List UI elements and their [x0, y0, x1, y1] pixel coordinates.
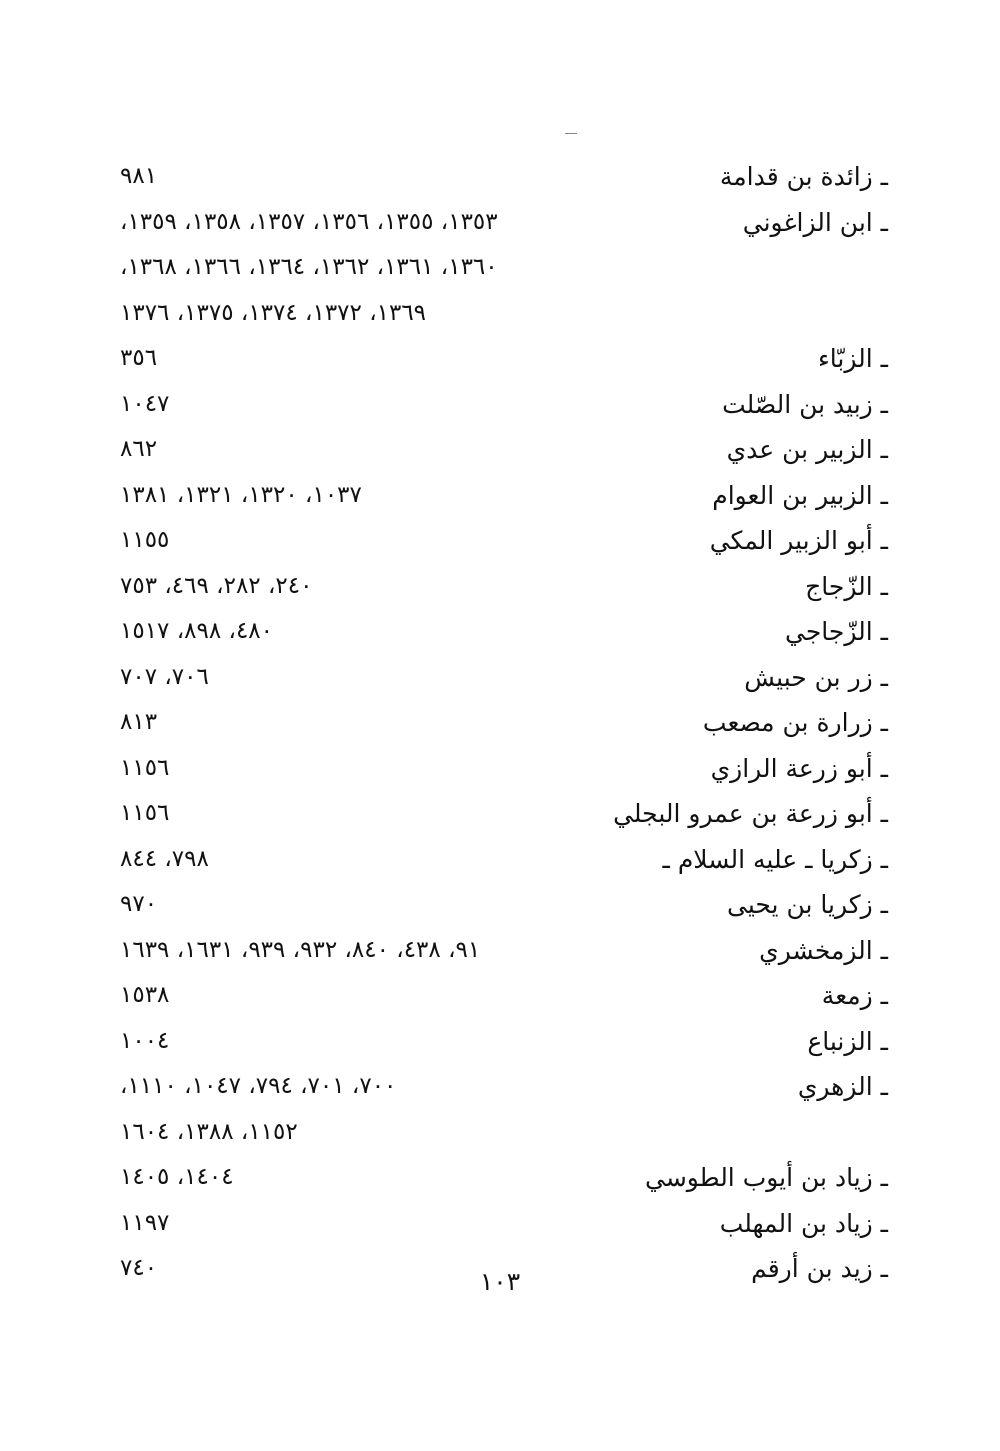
index-entry-row	[0, 200, 1000, 246]
index-entry-row	[0, 609, 1000, 655]
entry-name: ـ الزبير بن عدي	[726, 435, 888, 464]
index-entry-row	[0, 245, 1000, 291]
entry-name: ـ زائدة بن قدامة	[719, 162, 888, 191]
index-entry-row	[0, 336, 1000, 382]
index-entry-row	[0, 1019, 1000, 1065]
index-entry-row	[0, 655, 1000, 701]
entry-page-refs: ٧٩٨، ٨٤٤	[120, 845, 209, 872]
index-entry-row	[0, 837, 1000, 883]
entry-page-refs: ٩٧٠	[120, 891, 158, 917]
entry-page-refs: ١٠٣٧، ١٣٢٠، ١٣٢١، ١٣٨١	[120, 481, 362, 508]
index-entry-row	[0, 1201, 1000, 1247]
entry-page-refs: ٧٠٠، ٧٠١، ٧٩٤، ١٠٤٧، ١١١٠،	[120, 1073, 397, 1099]
entry-page-refs: ١٠٠٤	[120, 1027, 170, 1054]
entry-name: ـ زياد بن أيوب الطوسي	[644, 1163, 888, 1192]
entry-page-refs: ٩١، ٤٣٨، ٨٤٠، ٩٣٢، ٩٣٩، ١٦٣١، ١٦٣٩	[120, 936, 481, 963]
entry-page-refs: ٤٨٠، ٨٩٨، ١٥١٧	[120, 618, 274, 644]
entry-page-refs: ٧٠٦، ٧٠٧	[120, 663, 209, 690]
entry-name: ـ الزمخشري	[759, 935, 888, 965]
index-entry-row	[0, 473, 1000, 519]
index-entry-row	[0, 518, 1000, 564]
entry-name: ـ أبو الزبير المكي	[709, 526, 888, 555]
entry-name: ـ زرارة بن مصعب	[702, 708, 888, 737]
index-entry-row	[0, 700, 1000, 746]
index-entry-row	[0, 291, 1000, 337]
entry-page-refs: ٩٨١	[120, 163, 158, 189]
index-entry-row	[0, 791, 1000, 837]
index-entry-row	[0, 973, 1000, 1019]
entry-page-refs: ١١٥٦	[120, 800, 170, 826]
entry-page-refs: ١١٥٦	[120, 754, 170, 781]
entry-name: ـ زكريا بن يحيى	[727, 890, 888, 919]
index-entry-row	[0, 746, 1000, 792]
entry-name: ـ زمعة	[821, 981, 888, 1010]
entry-page-refs: ١١٥٥	[120, 527, 170, 553]
entry-page-refs: ٧٤٠	[120, 1255, 158, 1281]
entry-name: ـ الزهري	[797, 1072, 888, 1101]
index-entry-row	[0, 882, 1000, 928]
entry-name: ـ زياد بن المهلب	[719, 1208, 888, 1238]
entry-name: ـ زكريا ـ عليه السلام ـ	[662, 844, 888, 874]
entry-name: ـ الزبير بن العوام	[712, 480, 888, 510]
entry-page-refs: ٣٥٦	[120, 345, 158, 371]
index-entry-row	[0, 427, 1000, 473]
index-entry-row	[0, 1155, 1000, 1201]
entry-page-refs: ١٤٠٤، ١٤٠٥	[120, 1164, 234, 1190]
entry-page-refs: ١١٥٢، ١٣٨٨، ١٦٠٤	[120, 1118, 298, 1145]
entry-page-refs: ١٣٥٣، ١٣٥٥، ١٣٥٦، ١٣٥٧، ١٣٥٨، ١٣٥٩،	[120, 208, 498, 235]
entry-name: ـ الزنباع	[807, 1026, 888, 1056]
entry-page-refs: ١٠٤٧	[120, 390, 170, 417]
entry-name: ـ الزّجاجي	[785, 617, 888, 646]
entry-name: ـ الزّجاج	[805, 571, 888, 601]
entry-name: ـ أبو زرعة الرازي	[710, 753, 888, 783]
entry-page-refs: ١٣٦٠، ١٣٦١، ١٣٦٢، ١٣٦٤، ١٣٦٦، ١٣٦٨،	[120, 254, 498, 280]
entry-name: ـ الزبّاء	[818, 344, 888, 373]
entry-page-refs: ٢٤٠، ٢٨٢، ٤٦٩، ٧٥٣	[120, 572, 313, 599]
entry-name: ـ زر بن حبيش	[744, 662, 888, 692]
entry-name: ـ زبيد بن الصّلت	[722, 389, 888, 419]
index-entries	[0, 154, 1000, 1292]
index-entry-row	[0, 1110, 1000, 1156]
entry-page-refs: ٨٦٢	[120, 436, 158, 462]
entry-page-refs: ١٥٣٨	[120, 982, 170, 1008]
entry-name: ـ ابن الزاغوني	[742, 207, 888, 237]
index-entry-row	[0, 1064, 1000, 1110]
page-number: ١٠٣	[479, 1267, 521, 1296]
entry-page-refs: ١٣٦٩، ١٣٧٢، ١٣٧٤، ١٣٧٥، ١٣٧٦	[120, 299, 427, 326]
entry-name: ـ زيد بن أرقم	[751, 1254, 888, 1283]
top-mark	[565, 133, 577, 134]
index-entry-row	[0, 382, 1000, 428]
entry-page-refs: ٨١٣	[120, 709, 158, 735]
index-entry-row	[0, 154, 1000, 200]
index-entry-row	[0, 564, 1000, 610]
index-entry-row	[0, 928, 1000, 974]
entry-name: ـ أبو زرعة بن عمرو البجلي	[613, 799, 888, 828]
entry-page-refs: ١١٩٧	[120, 1209, 170, 1236]
